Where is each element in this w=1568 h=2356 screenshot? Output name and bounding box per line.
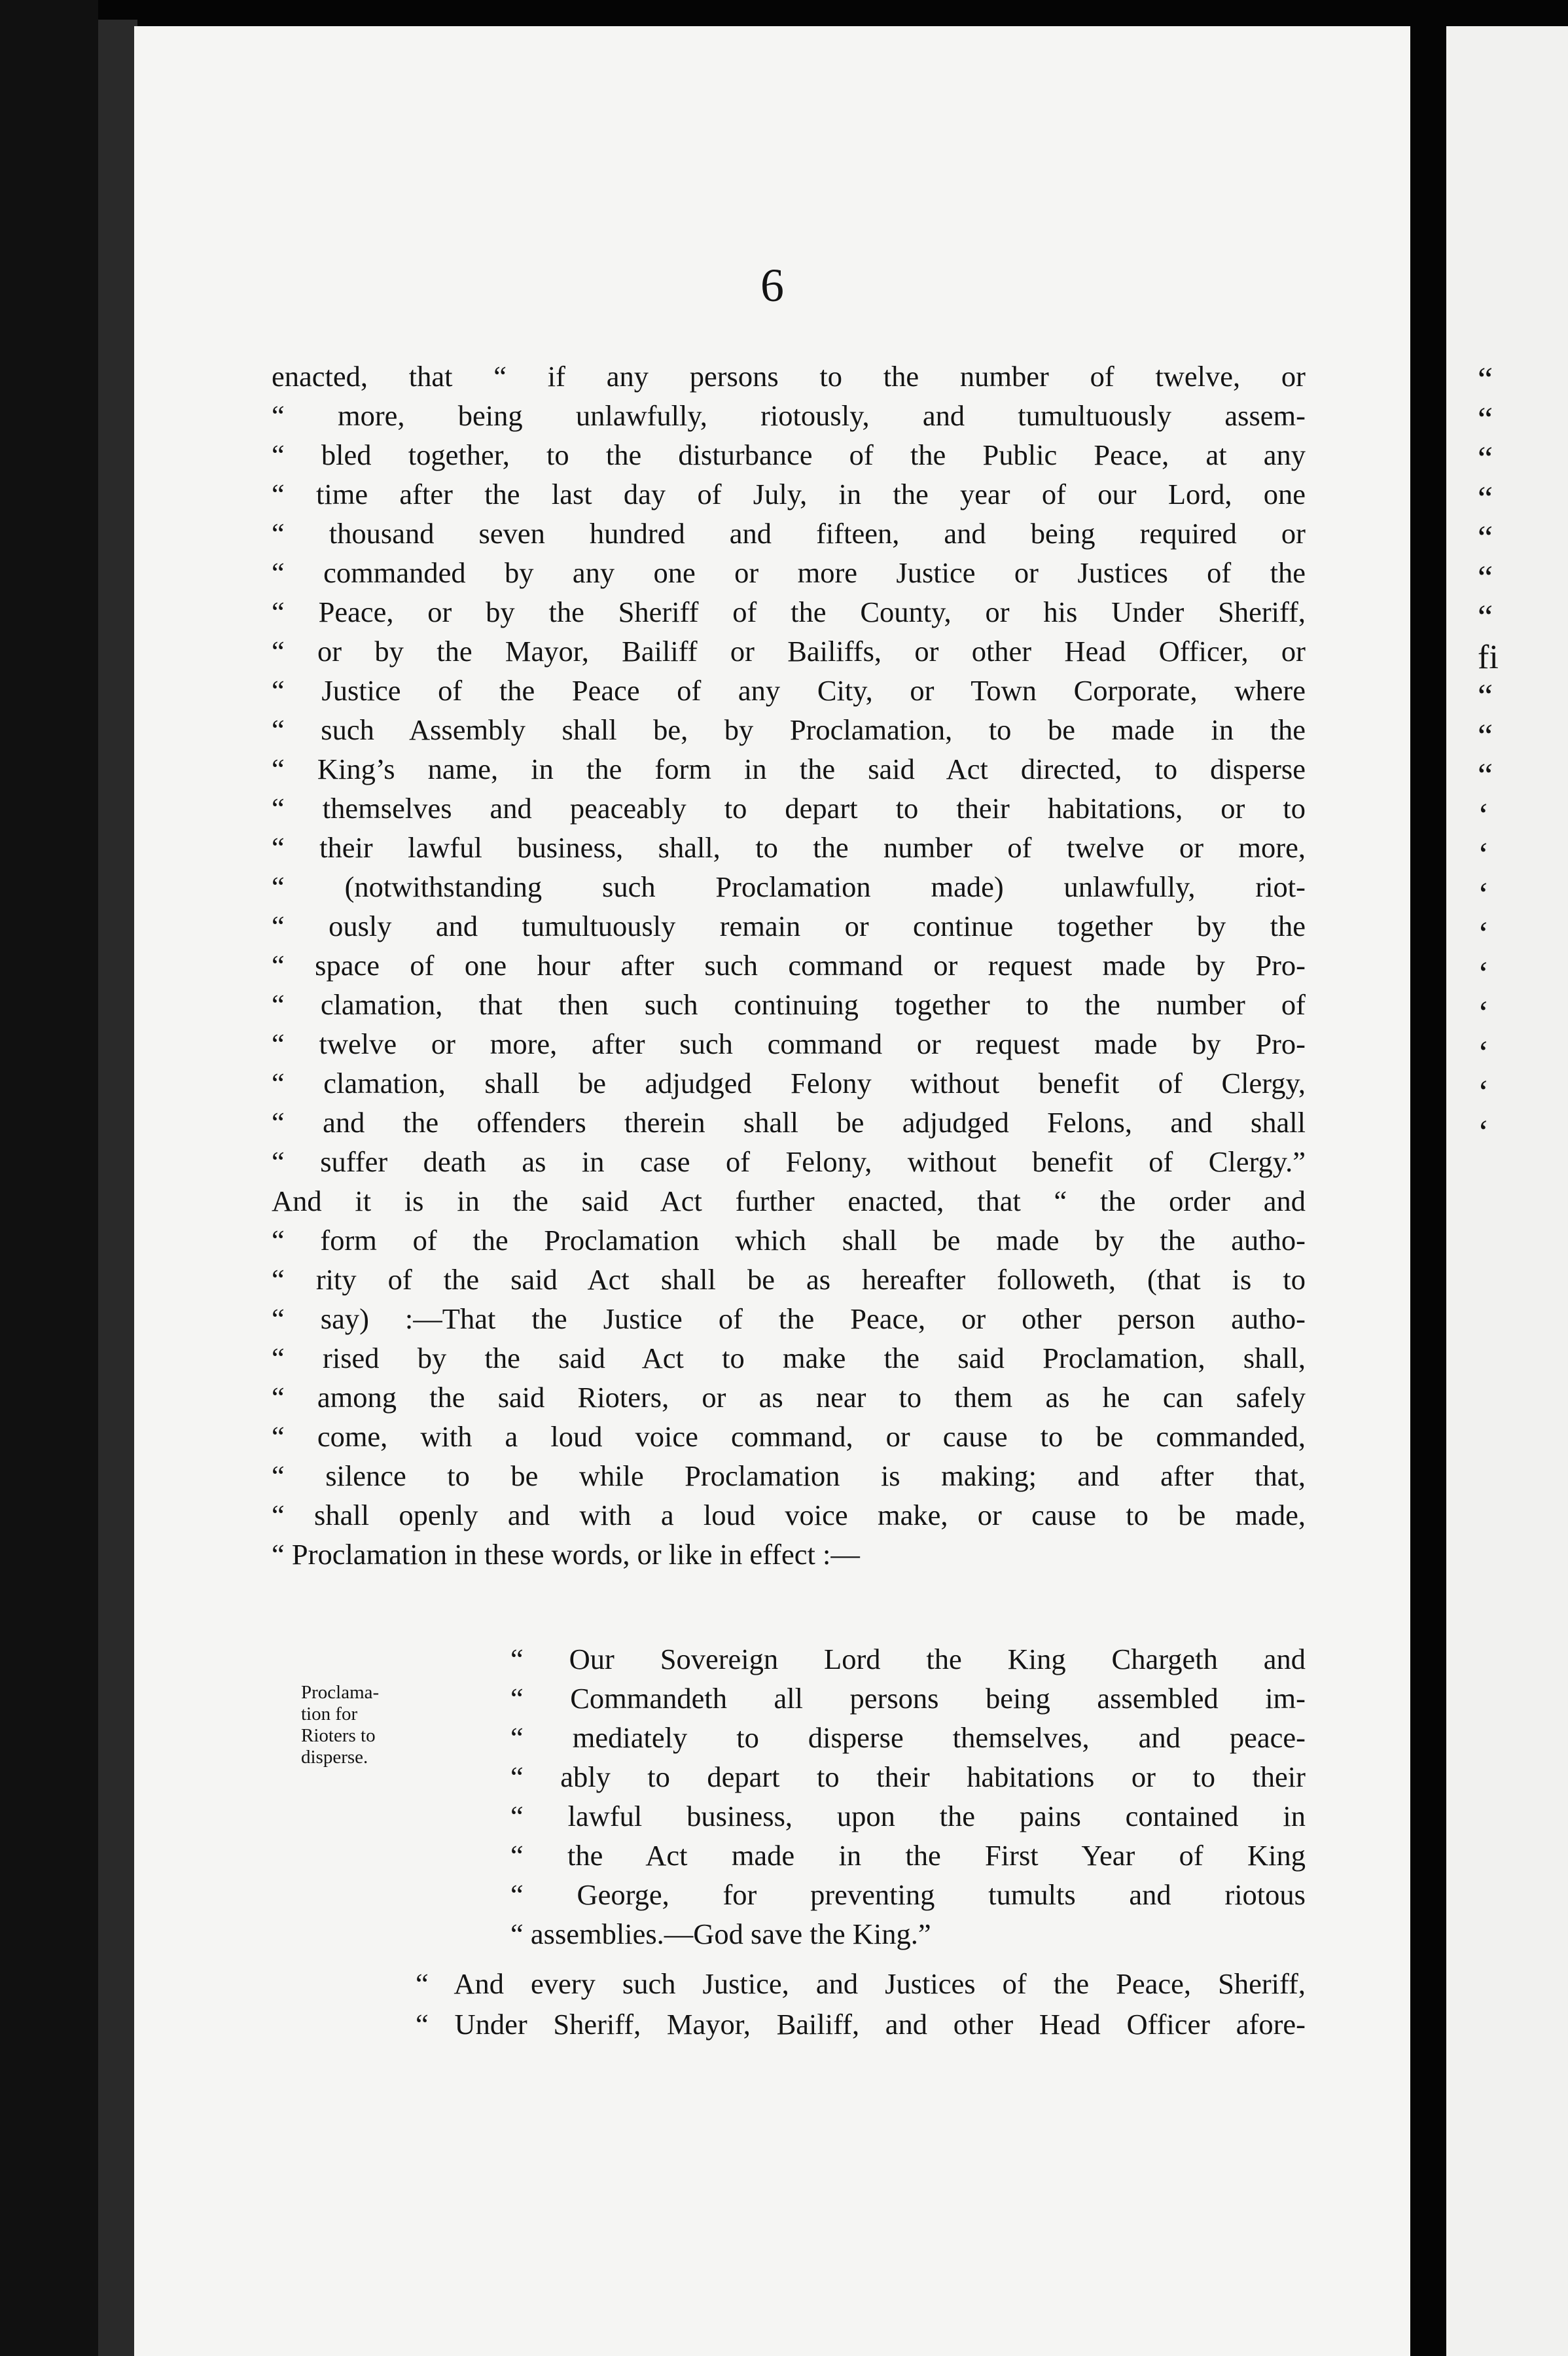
text-line: “ ously and tumultuously remain or continue together by the bbox=[272, 910, 1306, 942]
text-line: “ come, with a loud voice command, or cause to be commanded, bbox=[272, 1420, 1306, 1453]
scan-left-border bbox=[0, 0, 98, 2356]
text-line: “ time after the last day of July, in the year of our Lord, one bbox=[272, 478, 1306, 510]
text-line: “ Under Sheriff, Mayor, Bailiff, and other Head Officer afore- bbox=[416, 2008, 1306, 2041]
proclamation-line: “ mediately to disperse themselves, and peace- bbox=[510, 1721, 1306, 1754]
text-line: “ thousand seven hundred and fifteen, and being required or bbox=[272, 517, 1306, 550]
text-line: “ suffer death as in case of Felony, without benefit of Clergy.” bbox=[272, 1145, 1306, 1178]
text-line: “ say) :—That the Justice of the Peace, or other person autho- bbox=[272, 1302, 1306, 1335]
facing-fragment: “ bbox=[1478, 559, 1493, 597]
text-line: “ their lawful business, shall, to the number of twelve or more, bbox=[272, 831, 1306, 864]
facing-fragment: ‘ bbox=[1478, 1113, 1489, 1151]
facing-fragment: “ bbox=[1478, 599, 1493, 636]
text-line: “ and the offenders therein shall be adjudged Felons, and shall bbox=[272, 1106, 1306, 1139]
body-text bbox=[272, 357, 1306, 1574]
margin-note bbox=[301, 1682, 471, 1768]
text-line: “ silence to be while Proclamation is making; and after that, bbox=[272, 1459, 1306, 1492]
text-line: “ And every such Justice, and Justices of the Peace, Sheriff, bbox=[416, 1967, 1306, 2000]
text-line: “ clamation, that then such continuing together to the number of bbox=[272, 988, 1306, 1021]
facing-fragment: ‘ bbox=[1478, 995, 1489, 1032]
facing-fragment: “ bbox=[1478, 361, 1493, 399]
text-line: “ among the said Rioters, or as near to them as he can safely bbox=[272, 1381, 1306, 1414]
proclamation-line: “ ably to depart to their habitations or to their bbox=[510, 1760, 1306, 1793]
proclamation-text bbox=[510, 1639, 1306, 1954]
facing-fragment: ‘ bbox=[1478, 796, 1489, 834]
text-line: “ bled together, to the disturbance of the Public Peace, at any bbox=[272, 438, 1306, 471]
facing-fragment: fi bbox=[1478, 638, 1499, 676]
book-edge-strip bbox=[98, 20, 137, 2356]
text-line: “ space of one hour after such command or request made by Pro- bbox=[272, 949, 1306, 982]
text-line: enacted, that “ if any persons to the number of twelve, or bbox=[272, 360, 1306, 393]
text-line: “ Justice of the Peace of any City, or Town Corporate, where bbox=[272, 674, 1306, 707]
text-line: “ form of the Proclamation which shall be made by the autho- bbox=[272, 1224, 1306, 1257]
text-line: “ or by the Mayor, Bailiff or Bailiffs, or other Head Officer, or bbox=[272, 635, 1306, 668]
facing-fragment: “ bbox=[1478, 480, 1493, 518]
facing-fragment: “ bbox=[1478, 401, 1493, 438]
facing-fragment: ‘ bbox=[1478, 836, 1489, 874]
text-line: “ clamation, shall be adjudged Felony without benefit of Clergy, bbox=[272, 1067, 1306, 1099]
facing-fragment: ‘ bbox=[1478, 916, 1489, 953]
proclamation-line: “ Commandeth all persons being assembled im- bbox=[510, 1682, 1306, 1715]
proclamation-line: “ assemblies.—God save the King.” bbox=[510, 1918, 931, 1950]
text-line: “ Proclamation in these words, or like in effect :— bbox=[272, 1538, 860, 1571]
proclamation-line: “ lawful business, upon the pains contained in bbox=[510, 1800, 1306, 1832]
text-line: And it is in the said Act further enacted, that “ the order and bbox=[272, 1185, 1306, 1217]
margin-note-line: Rioters to bbox=[301, 1725, 376, 1746]
margin-note-line: disperse. bbox=[301, 1747, 368, 1768]
text-line: “ such Assembly shall be, by Proclamation, to be made in the bbox=[272, 713, 1306, 746]
text-line: “ rised by the said Act to make the said Proclamation, shall, bbox=[272, 1342, 1306, 1374]
facing-fragment: ‘ bbox=[1478, 1074, 1489, 1111]
facing-fragment: ‘ bbox=[1478, 955, 1489, 993]
closing-text bbox=[416, 1963, 1306, 2044]
text-line: “ rity of the said Act shall be as hereafter followeth, (that is to bbox=[272, 1263, 1306, 1296]
text-line: “ Peace, or by the Sheriff of the County, or his Under Sheriff, bbox=[272, 596, 1306, 628]
proclamation-line: “ the Act made in the First Year of King bbox=[510, 1839, 1306, 1872]
book-gutter bbox=[1410, 0, 1446, 2356]
scan-edge-top bbox=[0, 0, 1568, 27]
facing-fragment: “ bbox=[1478, 757, 1493, 794]
text-line: “ twelve or more, after such command or request made by Pro- bbox=[272, 1027, 1306, 1060]
margin-note-line: tion for bbox=[301, 1704, 358, 1724]
text-line: “ (notwithstanding such Proclamation made) unlawfully, riot- bbox=[272, 870, 1306, 903]
facing-fragment: “ bbox=[1478, 678, 1493, 715]
text-line: “ commanded by any one or more Justice or Justices of the bbox=[272, 556, 1306, 589]
facing-page-fragment bbox=[1446, 26, 1568, 2356]
proclamation-line: “ Our Sovereign Lord the King Chargeth and bbox=[510, 1643, 1306, 1675]
proclamation-line: “ George, for preventing tumults and riotous bbox=[510, 1878, 1306, 1911]
text-line: “ more, being unlawfully, riotously, and tumultuously assem- bbox=[272, 399, 1306, 432]
facing-fragment: ‘ bbox=[1478, 876, 1489, 914]
text-line: “ themselves and peaceably to depart to their habitations, or to bbox=[272, 792, 1306, 825]
facing-fragment: “ bbox=[1478, 717, 1493, 755]
page-number: 6 bbox=[760, 259, 784, 312]
margin-note-line: Proclama- bbox=[301, 1682, 380, 1703]
facing-fragment: “ bbox=[1478, 520, 1493, 557]
text-line: “ King’s name, in the form in the said Act directed, to disperse bbox=[272, 753, 1306, 785]
facing-fragment: “ bbox=[1478, 440, 1493, 478]
text-line: “ shall openly and with a loud voice make, or cause to be made, bbox=[272, 1499, 1306, 1531]
facing-fragment: ‘ bbox=[1478, 1034, 1489, 1072]
book-page bbox=[134, 26, 1410, 2356]
